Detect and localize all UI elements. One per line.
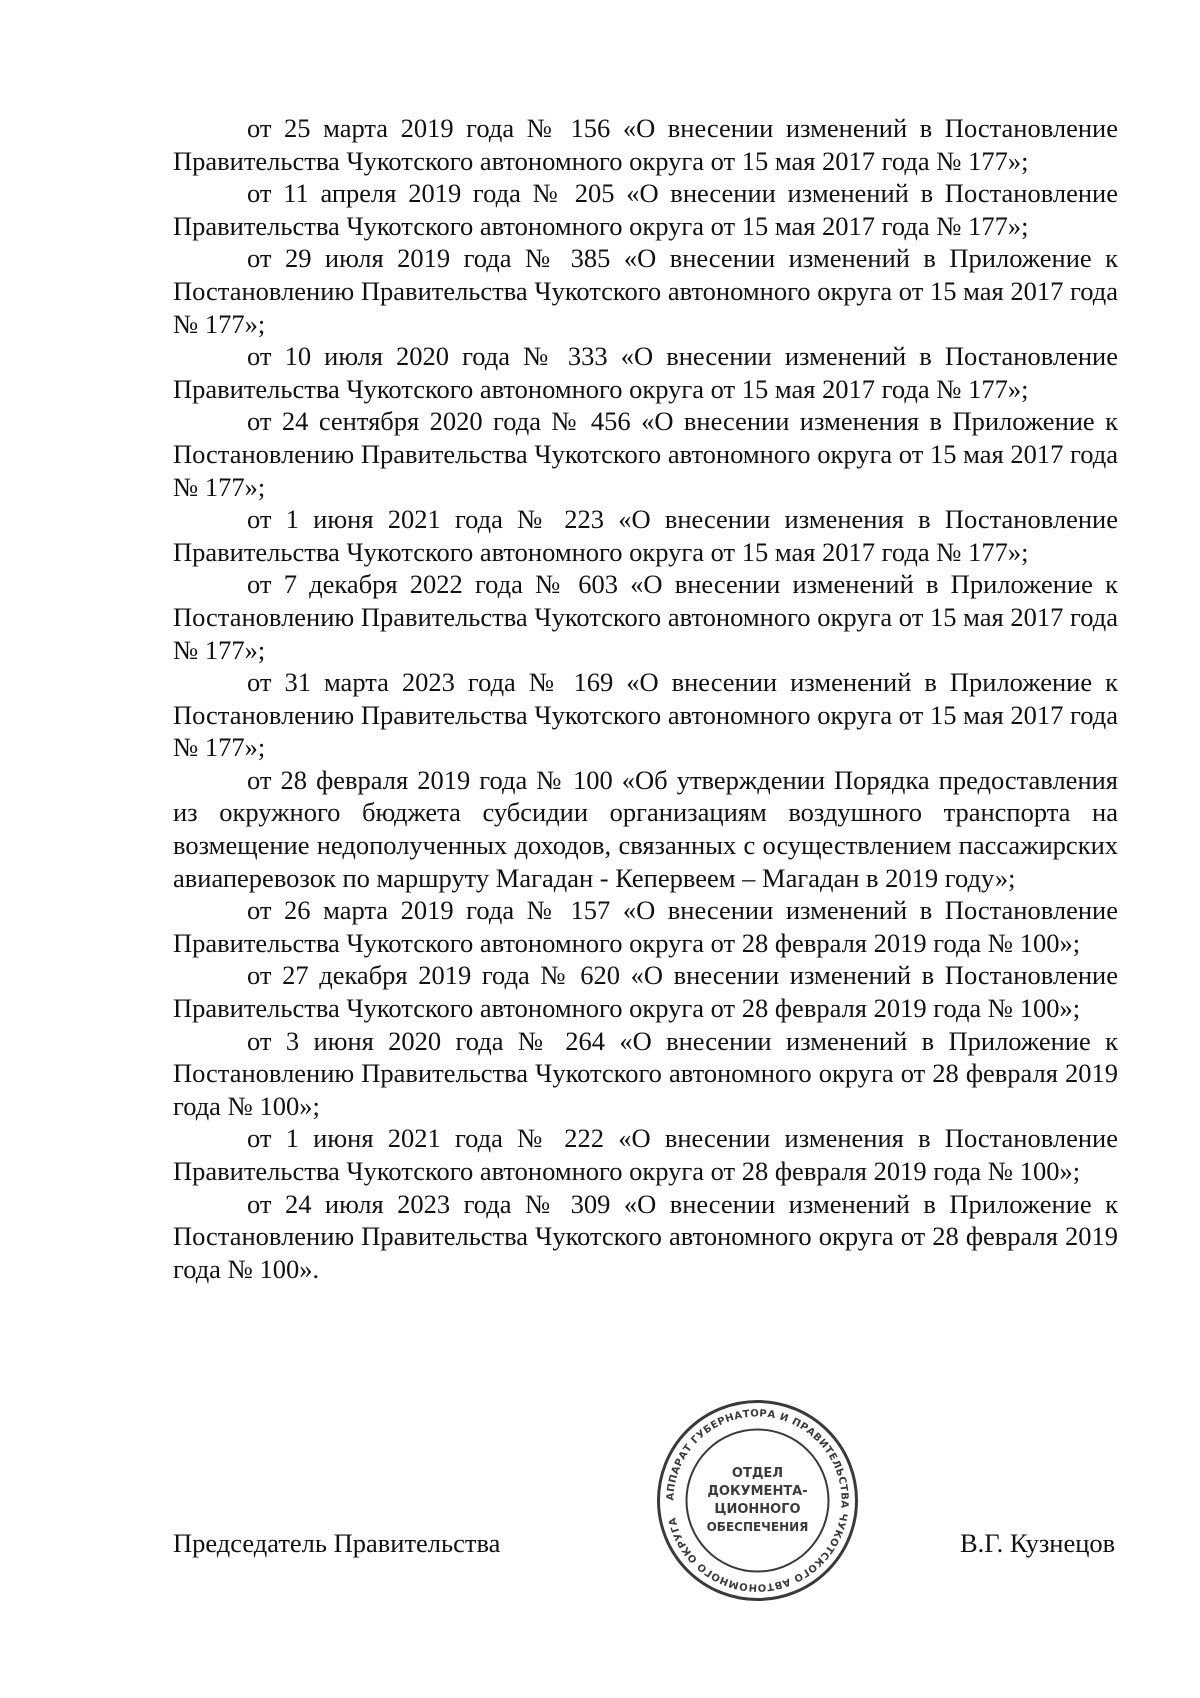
- signatory-name: В.Г. Кузнецов: [960, 1528, 1116, 1558]
- official-seal: [655, 1398, 860, 1603]
- list-item: от 28 февраля 2019 года № 100 «Об утверждении Порядка предоставления из окружного бюджета субсидии организациям воздушного транспорта на возмещение недополученных доходов, связанных с осуществлением пассажирских авиаперевозок по маршруту Магадан - Кепервеем – Магадан в 2019 году»;: [173, 764, 1118, 893]
- list-item: от 24 июля 2023 года № 309 «О внесении изменений в Приложение к Постановлению Правительства Чукотского автономного округа от 28 февраля 2019 года № 100».: [173, 1188, 1118, 1284]
- svg-text:ДОКУМЕНТА-: ДОКУМЕНТА-: [707, 1484, 808, 1499]
- document-body: [173, 112, 1118, 1285]
- list-item: от 1 июня 2021 года № 223 «О внесении изменения в Постановление Правительства Чукотского автономного округа от 15 мая 2017 года № 177»;: [173, 504, 1118, 567]
- list-item: от 31 марта 2023 года № 169 «О внесении изменений в Приложение к Постановлению Правительства Чукотского автономного округа от 15 мая 2017 года № 177»;: [173, 667, 1118, 763]
- svg-text:ЦИОННОГО: ЦИОННОГО: [714, 1502, 801, 1517]
- list-item: от 10 июля 2020 года № 333 «О внесении изменений в Постановление Правительства Чукотского автономного округа от 15 мая 2017 года № 177»;: [173, 341, 1118, 404]
- list-item: от 7 декабря 2022 года № 603 «О внесении изменений в Приложение к Постановлению Правительства Чукотского автономного округа от 15 мая 2017 года № 177»;: [173, 569, 1118, 665]
- seal-graphic: [655, 1398, 860, 1603]
- list-item: от 1 июня 2021 года № 222 «О внесении изменения в Постановление Правительства Чукотского автономного округа от 28 февраля 2019 года № 100»;: [173, 1123, 1118, 1186]
- list-item: от 29 июля 2019 года № 385 «О внесении изменений в Приложение к Постановлению Правительства Чукотского автономного округа от 15 мая 2017 года № 177»;: [173, 243, 1118, 339]
- list-item: от 3 июня 2020 года № 264 «О внесении изменений в Приложение к Постановлению Правительства Чукотского автономного округа от 28 февраля 2019 года № 100»;: [173, 1025, 1118, 1121]
- list-item: от 27 декабря 2019 года № 620 «О внесении изменений в Постановление Правительства Чукотского автономного округа от 28 февраля 2019 года № 100»;: [173, 960, 1118, 1024]
- svg-text:ОБЕСПЕЧЕНИЯ: ОБЕСПЕЧЕНИЯ: [706, 1520, 809, 1534]
- list-item: от 24 сентября 2020 года № 456 «О внесении изменения в Приложение к Постановлению Правительства Чукотского автономного округа от 15 мая 2017 года № 177»;: [173, 406, 1118, 502]
- list-item: от 11 апреля 2019 года № 205 «О внесении изменений в Постановление Правительства Чукотского автономного округа от 15 мая 2017 года № 177»;: [173, 178, 1118, 241]
- list-item: от 25 марта 2019 года № 156 «О внесении изменений в Постановление Правительства Чукотского автономного округа от 15 мая 2017 года № 177»;: [173, 113, 1118, 176]
- signatory-position: Председатель Правительства: [173, 1528, 501, 1558]
- svg-text:АППАРАТ ГУБЕРНАТОРА И ПРАВИТЕЛ: АППАРАТ ГУБЕРНАТОРА И ПРАВИТЕЛЬСТВА ЧУКОТСКОГО АВТОНОМНОГО ОКРУГА: [665, 1408, 850, 1593]
- list-item: от 26 марта 2019 года № 157 «О внесении изменений в Постановление Правительства Чукотского автономного округа от 28 февраля 2019 года № 100»;: [173, 895, 1118, 958]
- svg-text:ОТДЕЛ: ОТДЕЛ: [731, 1466, 784, 1481]
